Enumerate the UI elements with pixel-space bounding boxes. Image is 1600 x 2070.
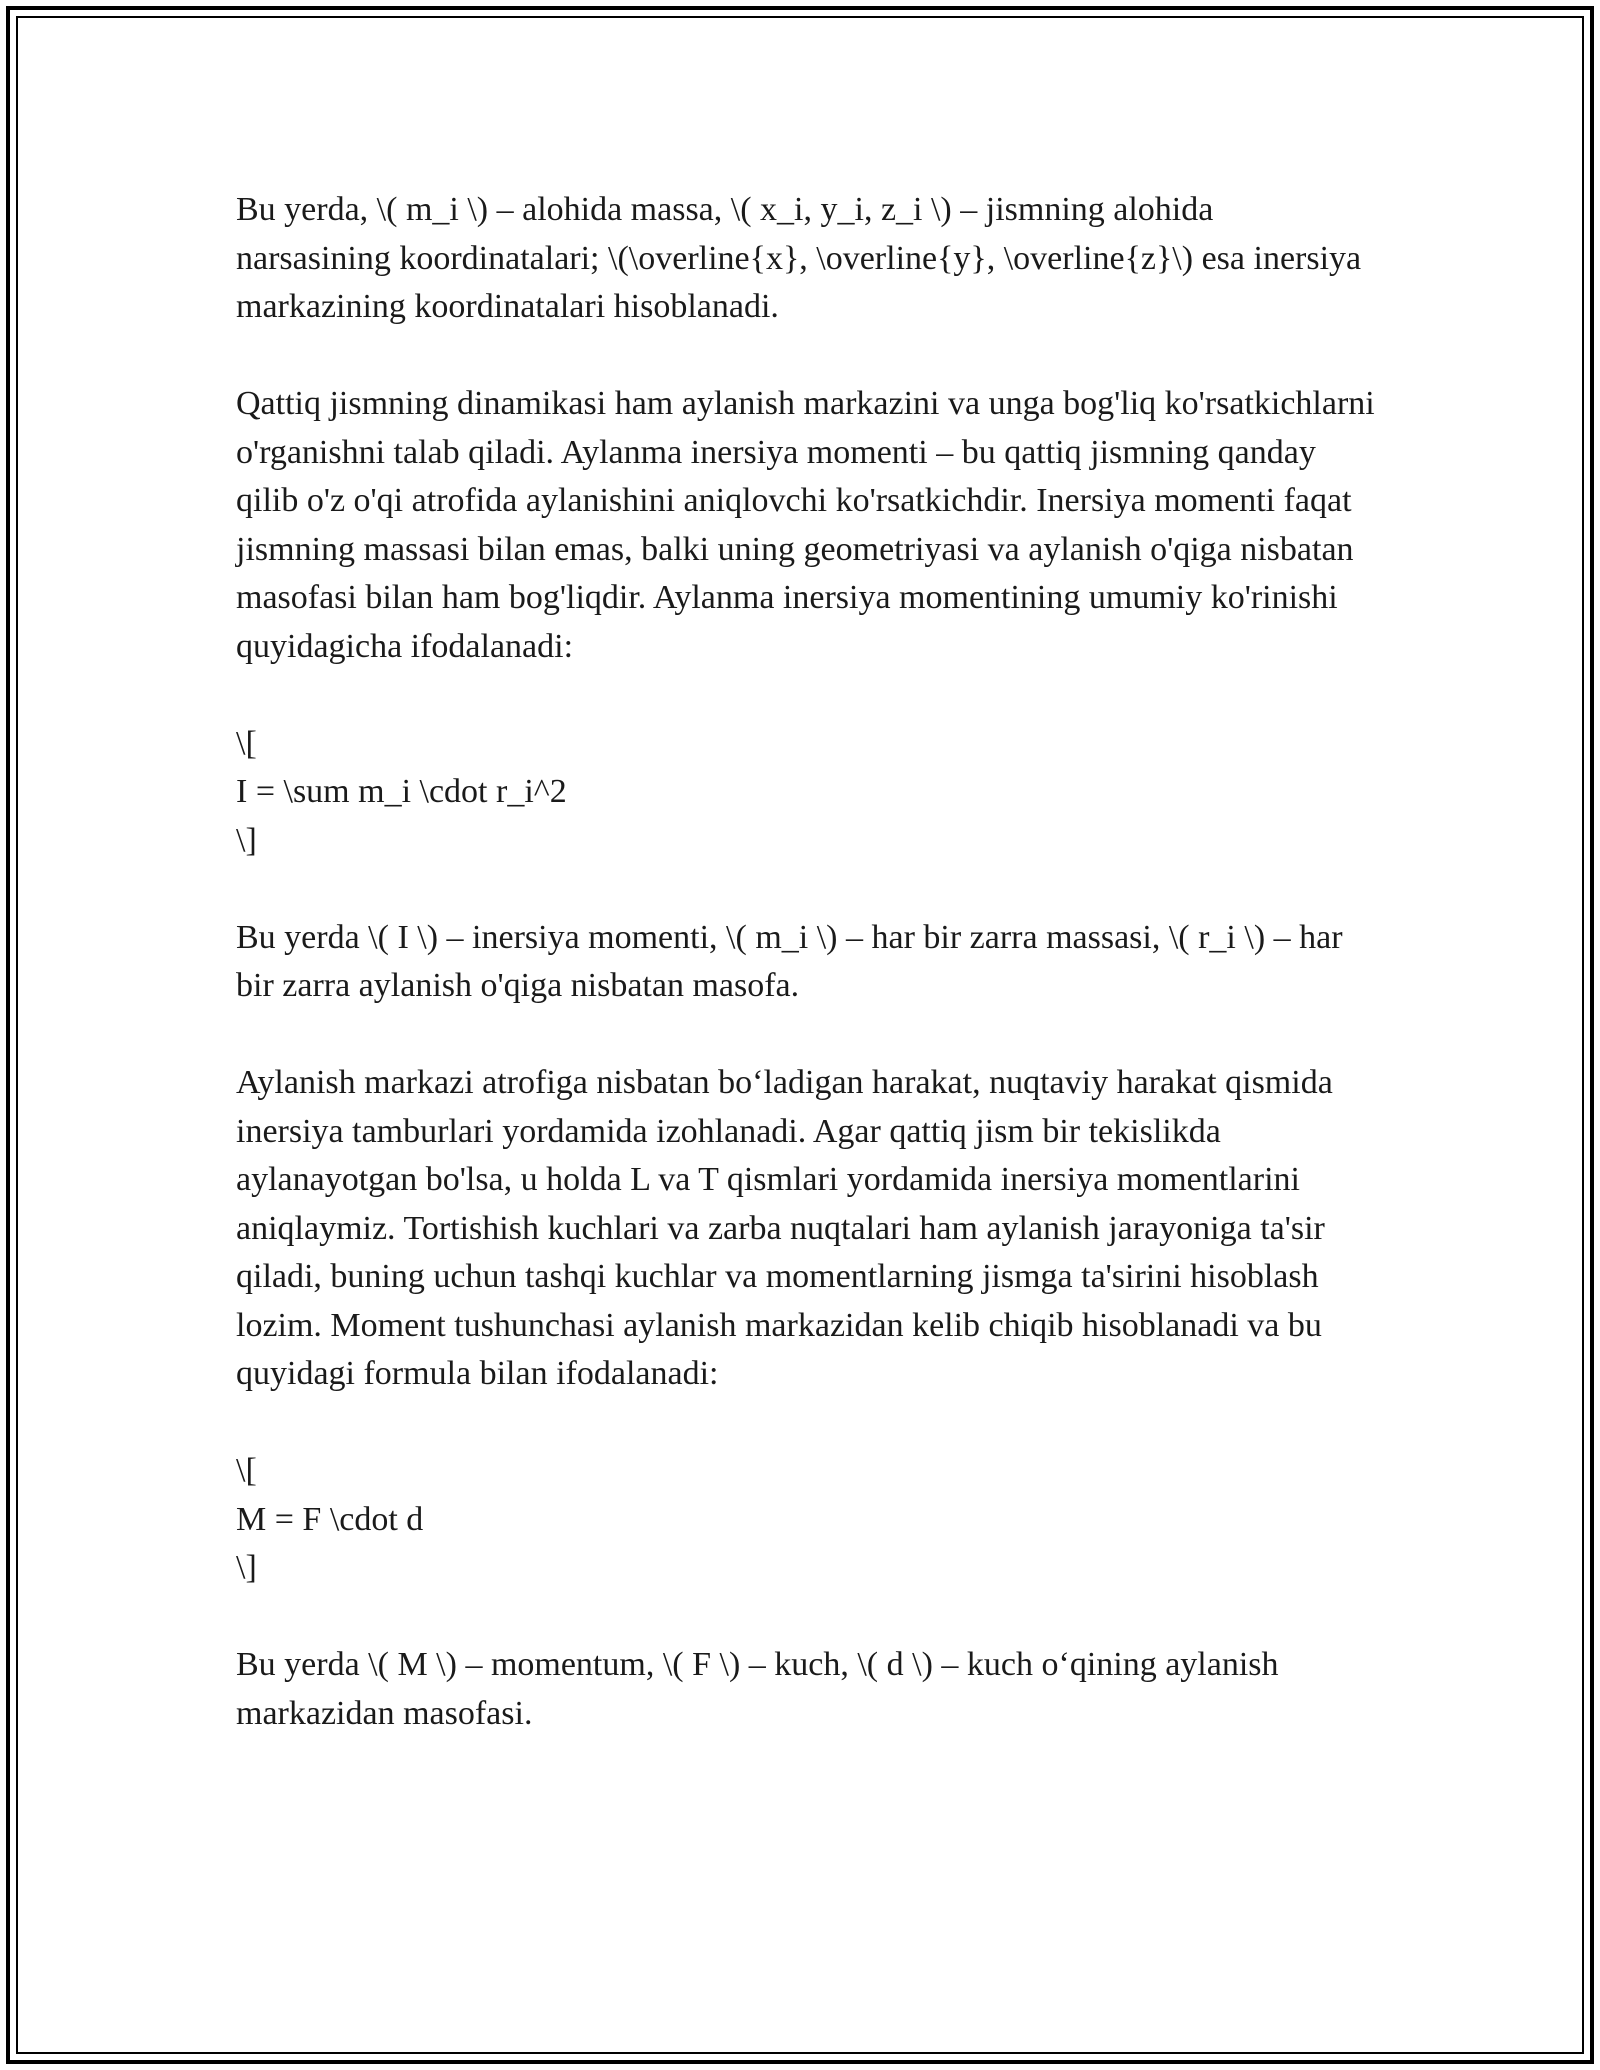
formula-inertia — [236, 720, 1376, 866]
formula-open: \[ — [236, 724, 257, 762]
paragraph-moment-terms: Bu yerda \( M \) – momentum, \( F \) – kuch, \( d \) – kuch o‘qining aylanish markazidan masofasi. — [236, 1646, 1279, 1732]
paragraph-mass-coordinates: Bu yerda, \( m_i \) – alohida massa, \( x_i, y_i, z_i \) – jismning alohida narsasining koordinatalari; \(\overline{x}, \overline{y}, \overline{z}\) esa inersiya markazining koordinatalari hisoblanadi. — [236, 191, 1362, 325]
formula-moment — [236, 1447, 1376, 1593]
formula-body: M = F \cdot d — [236, 1500, 424, 1538]
formula-close: \] — [236, 1549, 257, 1586]
formula-open: \[ — [236, 1452, 257, 1489]
paragraph-moment-of-inertia: Qattiq jismning dinamikasi ham aylanish markazini va unga bog'liq ko'rsatkichlarni o'rganishni talab qiladi. Aylanma inersiya momenti – bu qattiq jismning qanday qilib o'z o'qi atrofida aylanishini aniqlovchi ko'rsatkichdir. Inersiya momenti faqat jismning massasi bilan emas, balki uning geometriyasi va aylanish o'qiga nisbatan masofasi bilan ham bog'liqdir. Aylanma inersiya momentining umumiy ko'rinishi quyidagicha ifodalanadi: — [236, 385, 1375, 665]
document-body — [236, 186, 1376, 1787]
paragraph-rotation-center: Aylanish markazi atrofiga nisbatan bo‘ladigan harakat, nuqtaviy harakat qismida inersiya tamburlari yordamida izohlanadi. Agar qattiq jism bir tekislikda aylanayotgan bo'lsa, u holda L va T qismlari yordamida inersiya momentlarini aniqlaymiz. Tortishish kuchlari va zarba nuqtalari ham aylanish jarayoniga ta'sir qiladi, buning uchun tashqi kuchlar va momentlarning jismga ta'sirini hisoblash lozim. Moment tushunchasi aylanish markazidan kelib chiqib hisoblanadi va bu quyidagi formula bilan ifodalanadi: — [236, 1064, 1333, 1392]
formula-body: I = \sum m_i \cdot r_i^2 — [236, 773, 567, 810]
paragraph-inertia-terms: Bu yerda \( I \) – inersiya momenti, \( m_i \) – har bir zarra massasi, \( r_i \) – har bir zarra aylanish o'qiga nisbatan masofa. — [236, 918, 1343, 1004]
formula-close: \] — [236, 821, 257, 859]
